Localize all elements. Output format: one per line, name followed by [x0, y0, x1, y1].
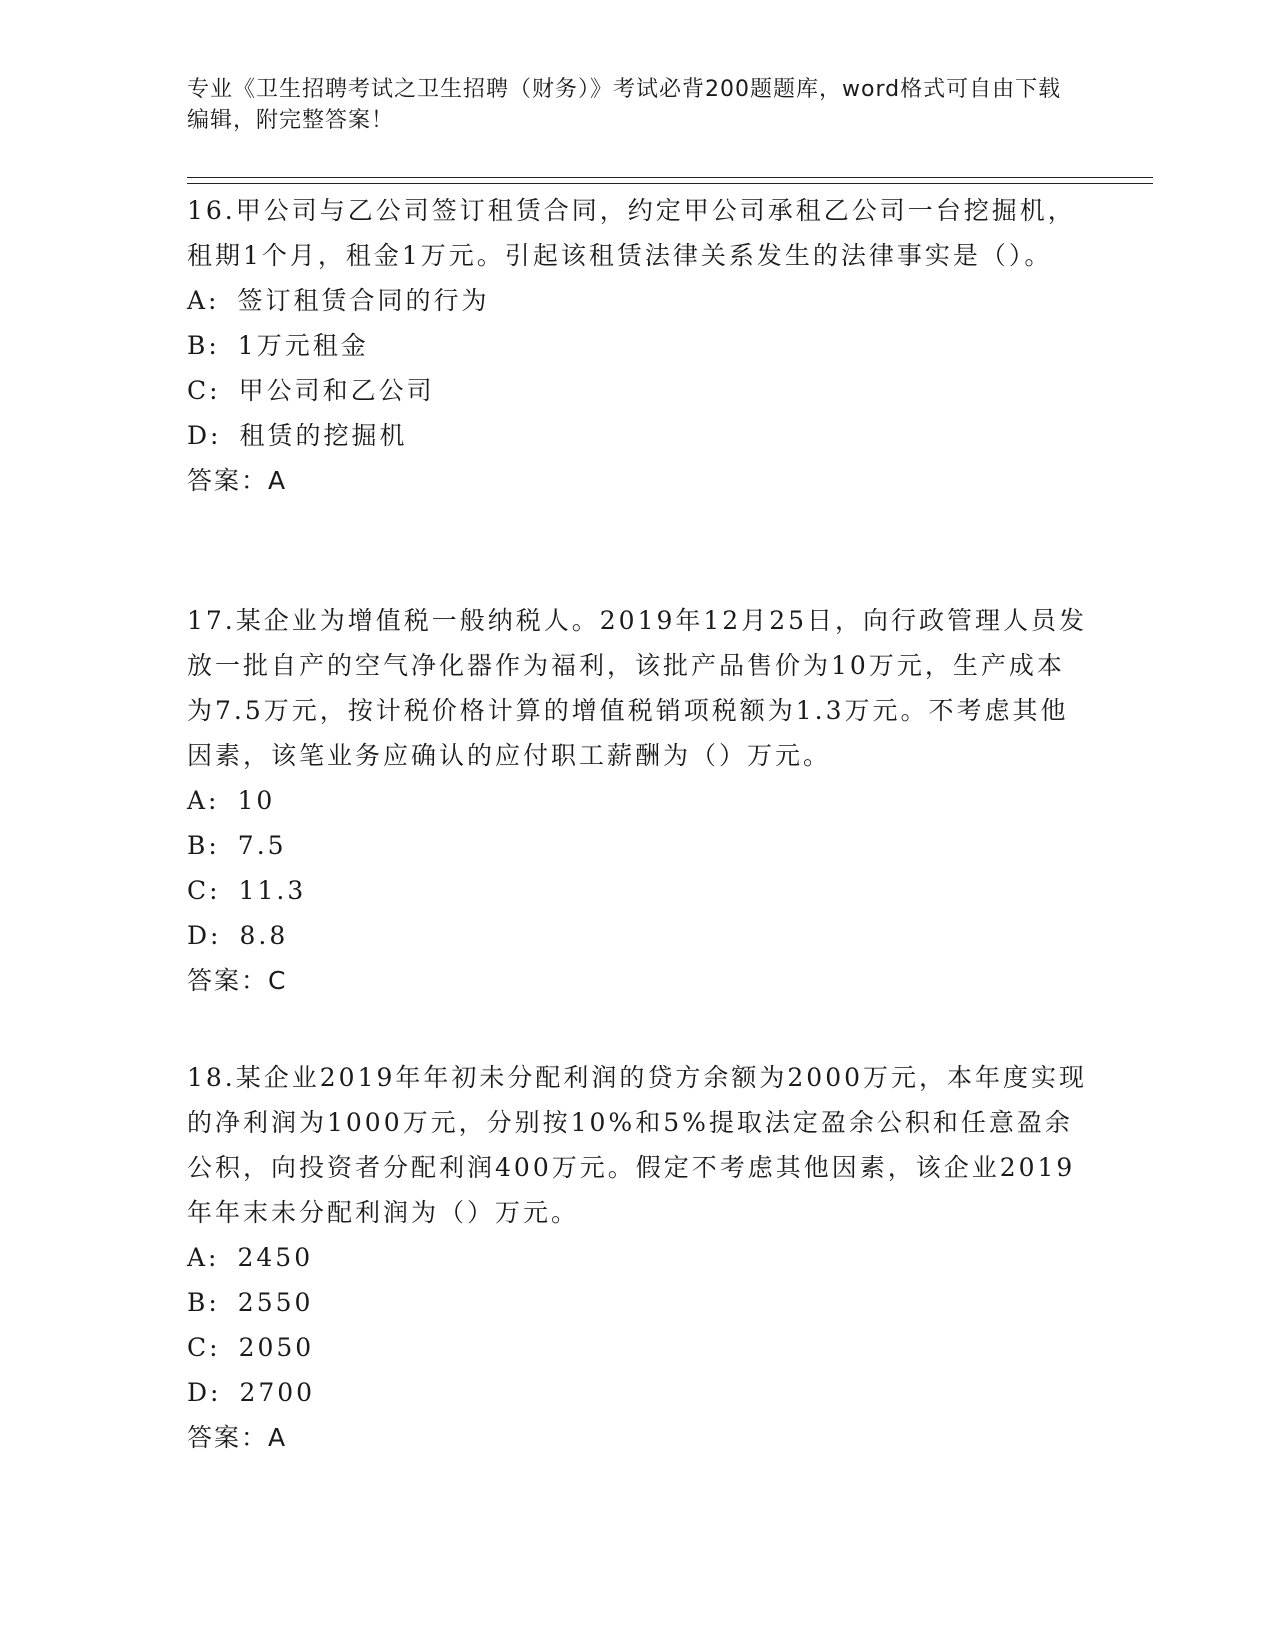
header-divider-bottom [187, 183, 1153, 184]
option-key: B: [187, 331, 220, 360]
question-stem: 18.某企业2019年年初未分配利润的贷方余额为2000万元，本年度实现的净利润为1000万元，分别按10%和5%提取法定盈余公积和任意盈余公积，向投资者分配利润400万元。假定不考虑其他因素，该企业2019年年末未分配利润为（）万元。 [187, 1063, 1088, 1227]
option-text: 11.3 [238, 876, 307, 905]
option-a [187, 278, 1087, 323]
option-text: 10 [237, 786, 276, 815]
option-c [187, 1325, 1087, 1370]
option-a [187, 1235, 1087, 1280]
option-key: C: [187, 376, 221, 405]
answer-line: 答案：C [187, 966, 288, 995]
question-18 [187, 1055, 1087, 1460]
header-divider-top [187, 177, 1153, 178]
option-b [187, 823, 1087, 868]
option-key: B: [187, 1288, 220, 1317]
option-text: 租赁的挖掘机 [239, 421, 408, 450]
answer-line: 答案：A [187, 466, 288, 495]
option-key: D: [187, 421, 222, 450]
option-d [187, 413, 1087, 458]
question-17 [187, 598, 1087, 1003]
document-header: 专业《卫生招聘考试之卫生招聘（财务）》考试必背200题题库，word格式可自由下载编辑，附完整答案！ [187, 77, 1062, 133]
option-text: 2050 [238, 1333, 315, 1362]
option-c [187, 368, 1087, 413]
option-b [187, 323, 1087, 368]
option-text: 8.8 [239, 921, 289, 950]
question-stem: 17.某企业为增值税一般纳税人。2019年12月25日，向行政管理人员发放一批自产的空气净化器作为福利，该批产品售价为10万元，生产成本为7.5万元，按计税价格计算的增值税销项税额为1.3万元。不考虑其他因素，该笔业务应确认的应付职工薪酬为（）万元。 [187, 606, 1088, 770]
option-key: A: [187, 286, 220, 315]
option-text: 甲公司和乙公司 [238, 376, 435, 405]
option-text: 2700 [239, 1378, 316, 1407]
option-c [187, 868, 1087, 913]
option-text: 2450 [237, 1243, 314, 1272]
option-text: 1万元租金 [237, 331, 369, 360]
question-16 [187, 188, 1087, 503]
option-key: C: [187, 1333, 221, 1362]
answer-line: 答案：A [187, 1423, 288, 1452]
option-key: A: [187, 786, 220, 815]
option-text: 2550 [237, 1288, 314, 1317]
option-key: D: [187, 921, 222, 950]
option-key: A: [187, 1243, 220, 1272]
option-text: 签订租赁合同的行为 [237, 286, 490, 315]
option-a [187, 778, 1087, 823]
option-key: C: [187, 876, 221, 905]
option-text: 7.5 [237, 831, 287, 860]
option-key: B: [187, 831, 220, 860]
option-d [187, 913, 1087, 958]
option-d [187, 1370, 1087, 1415]
option-b [187, 1280, 1087, 1325]
option-key: D: [187, 1378, 222, 1407]
question-stem: 16.甲公司与乙公司签订租赁合同，约定甲公司承租乙公司一台挖掘机，租期1个月，租金1万元。引起该租赁法律关系发生的法律事实是（）。 [187, 196, 1076, 270]
